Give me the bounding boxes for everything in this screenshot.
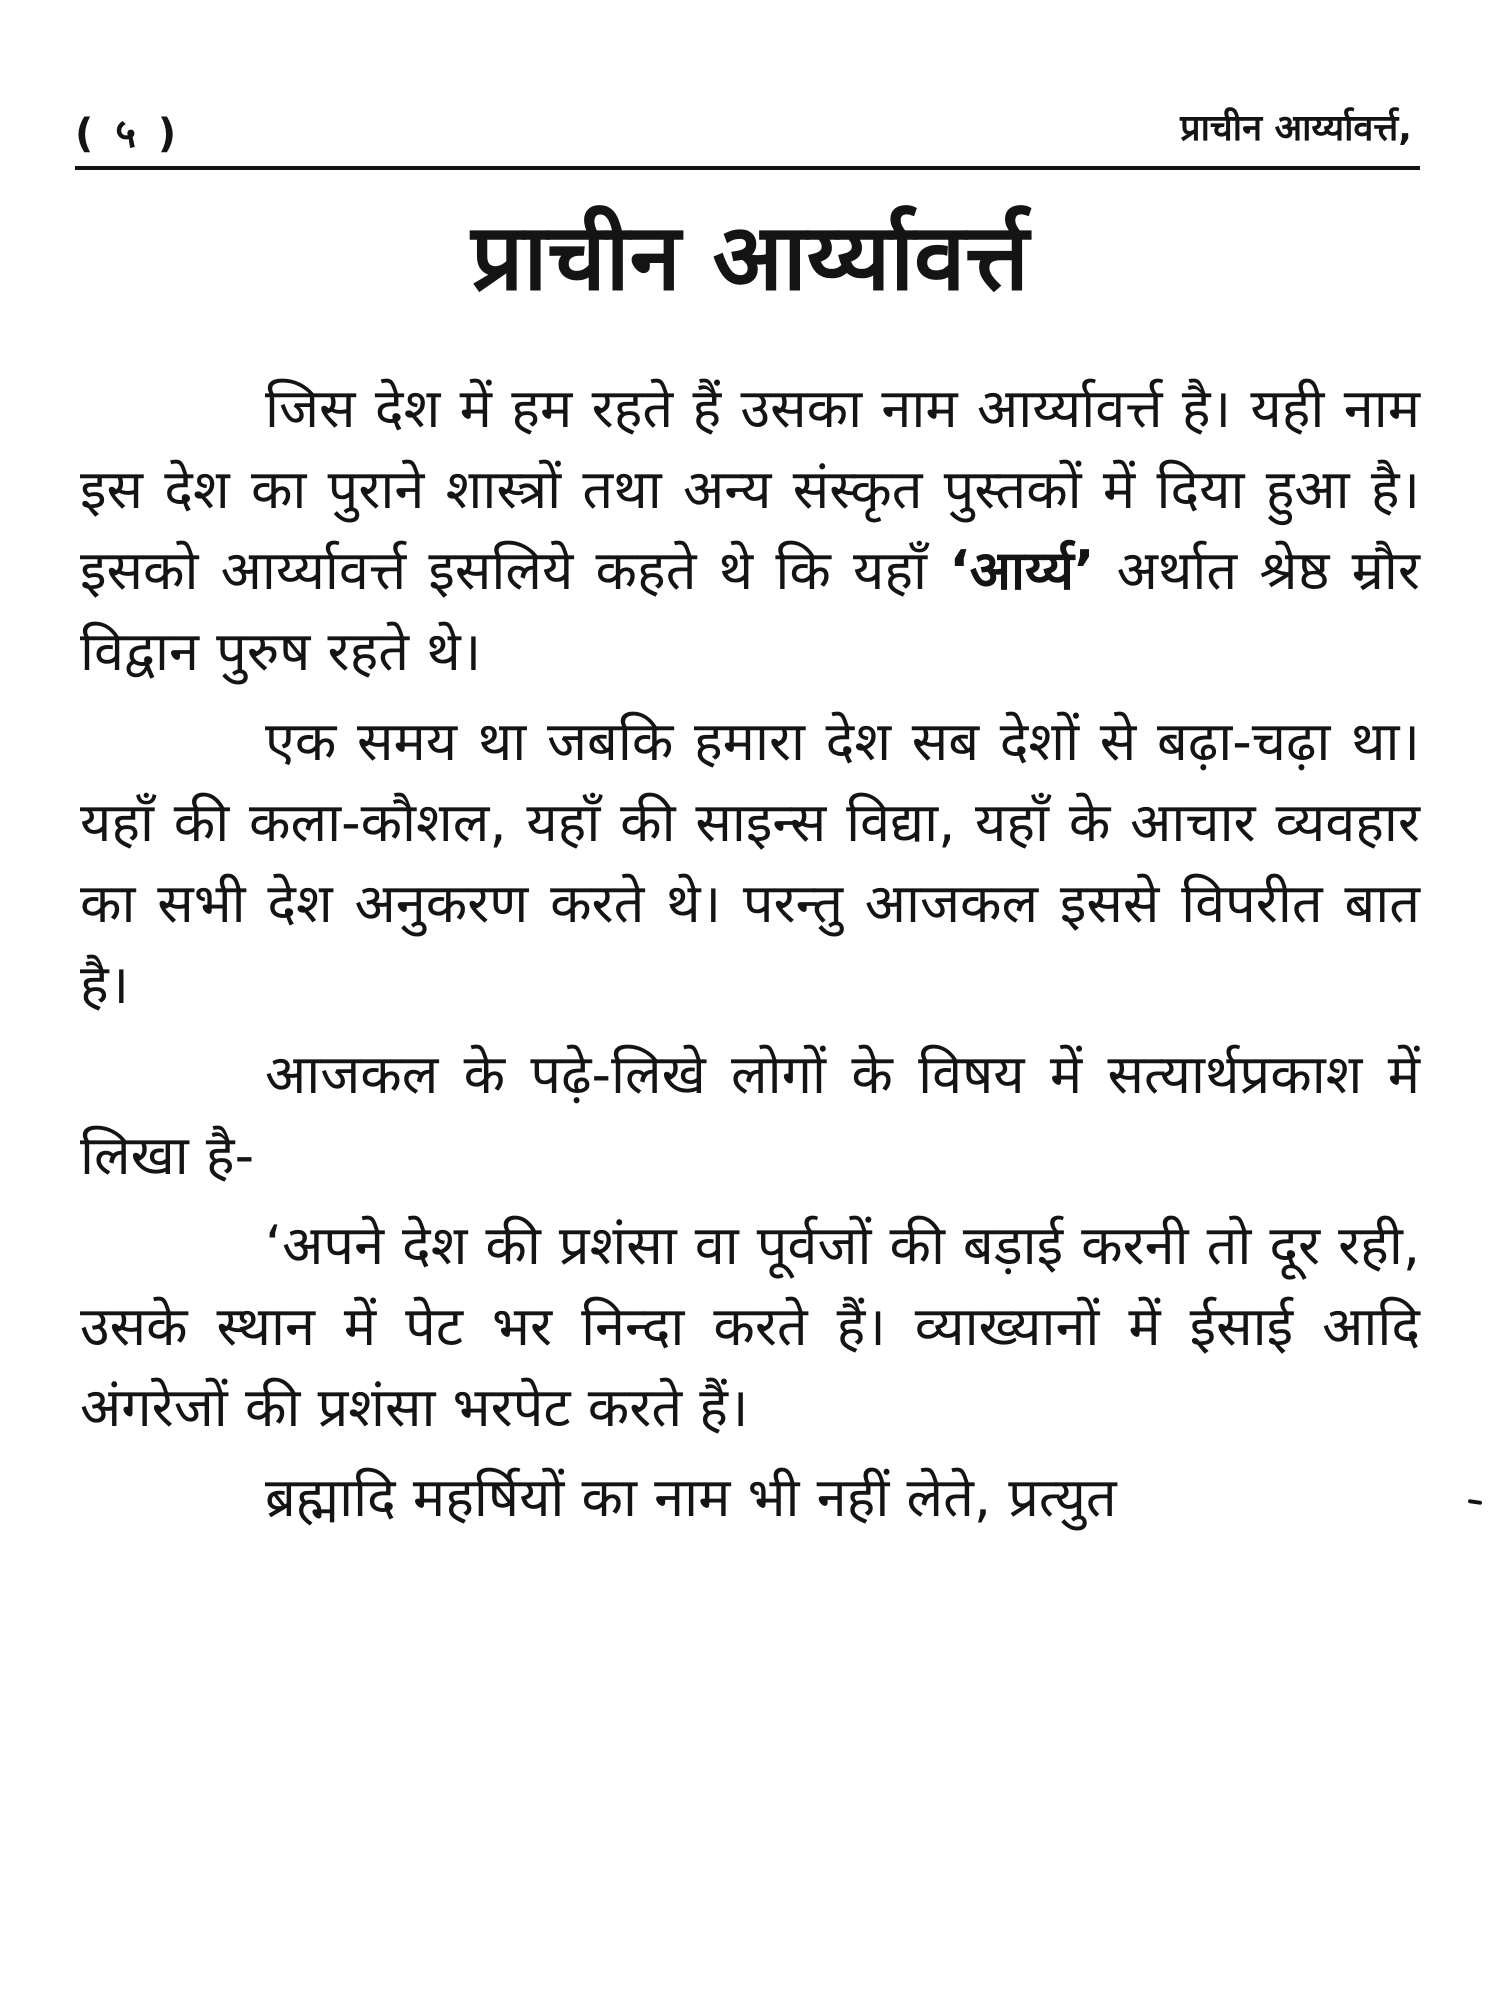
running-title: प्राचीन आर्य्यावर्त्त, (1180, 108, 1412, 149)
page-number: ( ५ ) (75, 111, 181, 157)
paragraph-1-emphasis: ‘आर्य्य’ (949, 539, 1095, 602)
page-header (75, 98, 1420, 160)
chapter-title: प्राचीन आर्य्यावर्त्त (471, 204, 1029, 311)
paragraph-5: ब्रह्मादि महर्षियों का नाम भी नहीं लेते, प्रत्युत (265, 1466, 1117, 1529)
body-text (80, 368, 1420, 1547)
paragraph-2: एक समय था जबकि हमारा देश सब देशों से बढ़ा-चढ़ा था। यहाँ की कला-कौशल, यहाँ की साइन्स विद्या, यहाँ के आचार व्यवहार का सभी देश अनुकरण करते थे। परन्तु आजकल इससे विपरीत बात है। (80, 710, 1420, 1016)
paragraph-1-text-end: अर्थात श्रेष्ठ म्रौर विद्वान पुरुष रहते थे। (80, 539, 1420, 683)
paragraph-3: आजकल के पढ़े-लिखे लोगों के विषय में सत्यार्थप्रकाश में लिखा है- (80, 1043, 1420, 1187)
scan-speck (1468, 1499, 1482, 1505)
header-rule (75, 166, 1420, 170)
paragraph-1 (80, 368, 1420, 692)
paragraph-4: ‘अपने देश की प्रशंसा वा पूर्वजों की बड़ाई करनी तो दूर रही, उसके स्थान में पेट भर निन्दा करते हैं। व्याख्यानों में ईसाई आदि अंगरेजों की प्रशंसा भरपेट करते हैं। (80, 1214, 1420, 1439)
paragraph-1-text-start: जिस देश में हम रहते हैं उसका नाम आर्य्यावर्त्त है। यही नाम इस देश का पुराने शास्त्रों तथा अन्य संस्कृत पुस्तकों में दिया हुआ है। इसको आर्य्यावर्त्त इसलिये कहते थे कि यहाँ (80, 377, 1420, 602)
